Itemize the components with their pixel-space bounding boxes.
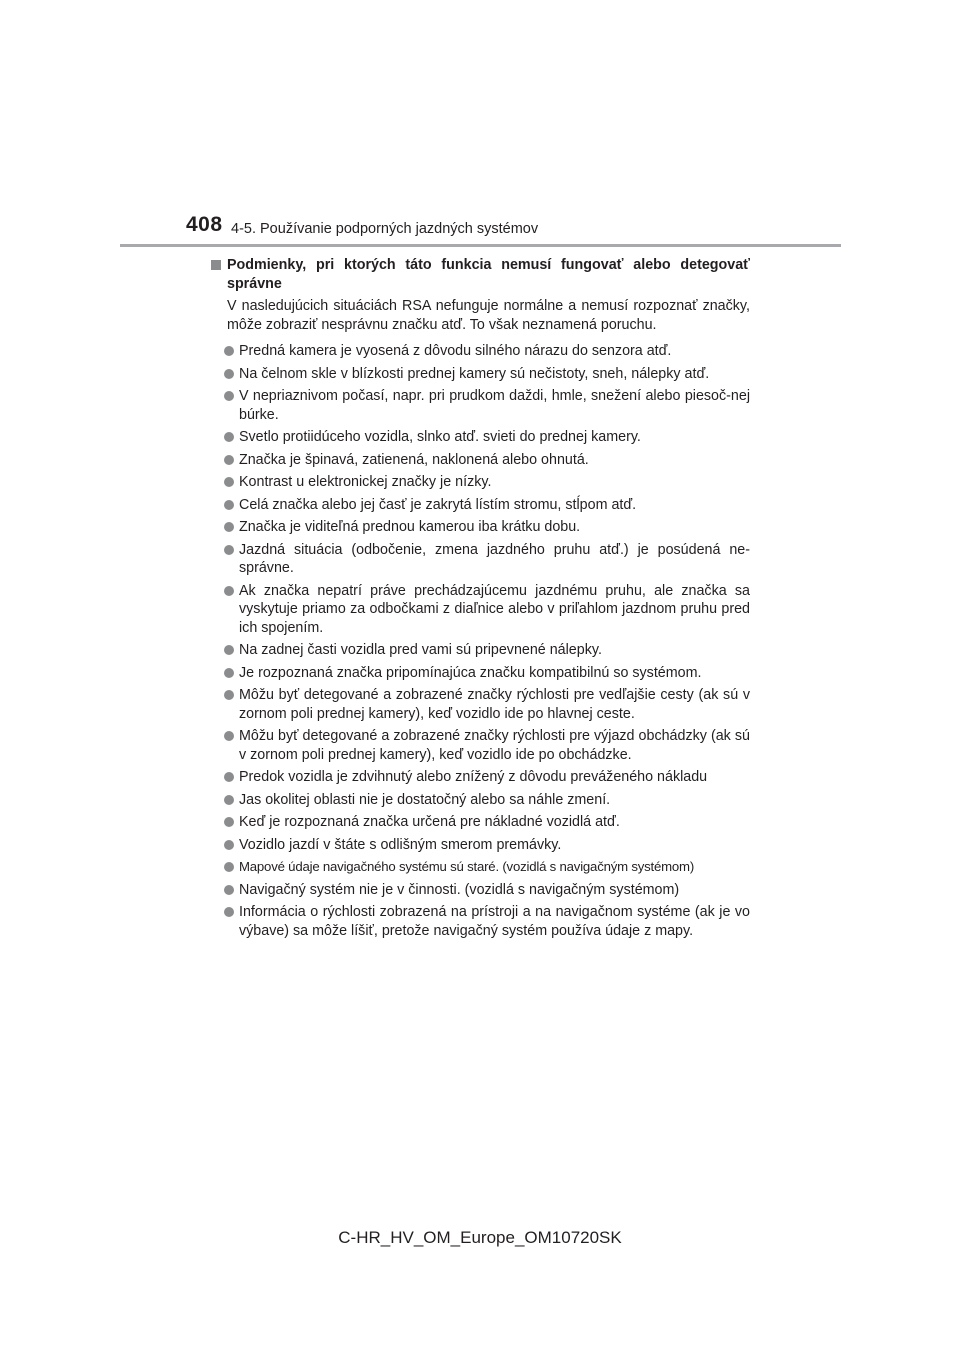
round-bullet-icon [224,668,234,678]
list-item-text: Predná kamera je vyosená z dôvodu silného nárazu do senzora atď. [239,343,672,359]
round-bullet-icon [224,369,234,379]
round-bullet-icon [224,885,234,895]
document-code: C-HR_HV_OM_Europe_OM10720SK [338,1228,622,1247]
round-bullet-icon [224,645,234,655]
round-bullet-icon [224,391,234,401]
list-item [211,641,750,660]
round-bullet-icon [224,795,234,805]
round-bullet-icon [224,500,234,510]
round-bullet-icon [224,522,234,532]
list-item [211,428,750,447]
round-bullet-icon [224,477,234,487]
list-item [211,727,750,764]
list-item [211,686,750,723]
main-content [211,256,750,944]
round-bullet-icon [224,346,234,356]
list-item [211,451,750,470]
list-item [211,836,750,855]
list-item-text: Vozidlo jazdí v štáte s odlišným smerom premávky. [239,836,562,853]
round-bullet-icon [224,862,234,872]
list-item-text: Mapové údaje navigačného systému sú staré. (vozidlá s navigačným systémom) [239,859,695,874]
list-item [211,541,750,578]
list-item-text: Keď je rozpoznaná značka určená pre nákladné vozidlá atď. [239,814,620,830]
list-item [211,768,750,787]
list-item [211,903,750,940]
list-item [211,518,750,537]
list-item [211,791,750,810]
list-item [211,858,750,877]
round-bullet-icon [224,731,234,741]
round-bullet-icon [224,586,234,596]
page-number: 408 [186,213,223,236]
list-item-text: Navigačný systém nie je v činnosti. (vozidlá s navigačným systémom) [239,881,680,898]
list-item-text: Je rozpoznaná značka pripomínajúca značku kompatibilnú so systémom. [239,664,702,681]
list-item-text: Jas okolitej oblasti nie je dostatočný alebo sa náhle zmení. [239,791,611,808]
section-heading-text: Podmienky, pri ktorých táto funkcia nemusí fungovať alebo detegovať správne [227,257,750,292]
list-item-text: Značka je špinavá, zatienená, naklonená alebo ohnutá. [239,451,589,468]
list-item-text: Môžu byť detegované a zobrazené značky rýchlosti pre výjazd obchádzky (ak sú v zornom poli prednej kamery), keď vozidlo ide po obchádzke. [239,728,750,763]
round-bullet-icon [224,545,234,555]
list-item-text: Značka je viditeľná prednou kamerou iba krátku dobu. [239,519,581,535]
list-item [211,813,750,832]
list-item-text: Ak značka nepatrí práve prechádzajúcemu jazdnému pruhu, ale značka sa vyskytuje priamo za odbočkami z diaľnice alebo v priľahlom jazdnom pruhu pred ich spojením. [239,582,750,636]
list-item [211,387,750,424]
round-bullet-icon [224,907,234,917]
list-item [211,365,750,384]
round-bullet-icon [224,455,234,465]
section-title: 4-5. Používanie podporných jazdných systémov [231,221,539,237]
list-item [211,496,750,515]
list-item-text: Na zadnej časti vozidla pred vami sú pripevnené nálepky. [239,642,602,658]
list-item-text: Jazdná situácia (odbočenie, zmena jazdného pruhu atď.) je posúdená ne-správne. [239,541,750,576]
round-bullet-icon [224,772,234,782]
list-item [211,664,750,683]
round-bullet-icon [224,690,234,700]
round-bullet-icon [224,817,234,827]
intro-paragraph: V nasledujúcich situáciách RSA nefunguje normálne a nemusí rozpoznať značky, môže zobraziť nesprávnu značku atď. To však neznamená poruchu. [227,298,750,333]
square-bullet-icon [211,260,221,270]
round-bullet-icon [224,432,234,442]
list-item-text: Kontrast u elektronickej značky je nízky. [239,474,492,490]
list-item [211,342,750,361]
list-item [211,582,750,638]
list-item-text: Celá značka alebo jej časť je zakrytá lístím stromu, stĺpom atď. [239,496,637,513]
condition-list [211,342,750,940]
list-item-text: V nepriaznivom počasí, napr. pri prudkom daždi, hmle, snežení alebo piesoč-nej búrke. [239,388,750,423]
round-bullet-icon [224,840,234,850]
list-item-text: Predok vozidla je zdvihnutý alebo znížený z dôvodu preváženého nákladu [239,769,708,785]
list-item-text: Môžu byť detegované a zobrazené značky rýchlosti pre vedľajšie cesty (ak sú v zornom poli prednej kamery), keď vozidlo ide po hlavnej ceste. [239,687,750,722]
list-item-text: Na čelnom skle v blízkosti prednej kamery sú nečistoty, sneh, nálepky atď. [239,365,710,382]
list-item-text: Informácia o rýchlosti zobrazená na prístroji a na navigačnom systéme (ak je vo výbave) sa môže líšiť, pretože navigačný systém používa údaje z mapy. [239,904,750,939]
list-item [211,473,750,492]
section-heading [211,256,750,293]
header-divider [120,244,841,247]
list-item-text: Svetlo protiidúceho vozidla, slnko atď. svieti do prednej kamery. [239,429,641,445]
list-item [211,881,750,900]
